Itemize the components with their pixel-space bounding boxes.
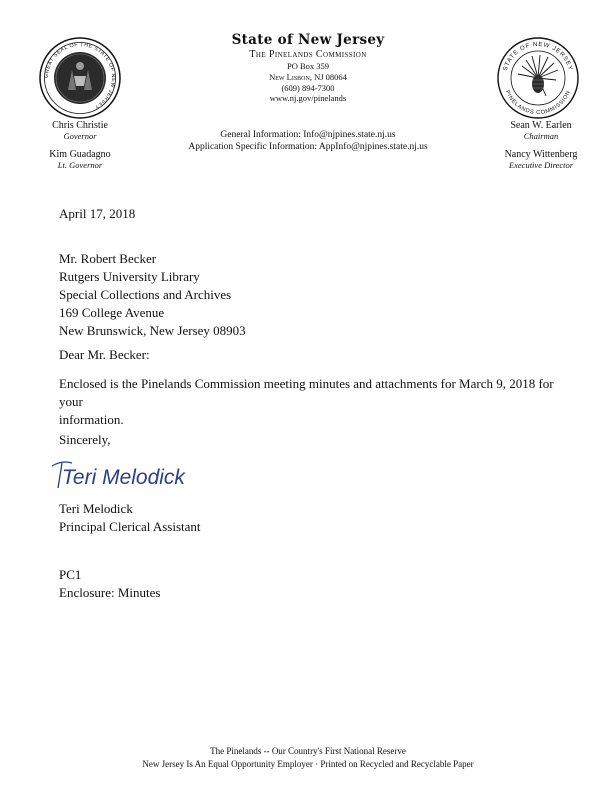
pinelands-commission-seal-icon bbox=[496, 36, 580, 120]
right-officials bbox=[478, 120, 604, 179]
executive-director-role: Executive Director bbox=[508, 159, 574, 170]
right-seal-top-text: STATE OF NEW JERSEY bbox=[502, 41, 574, 72]
chairman-name: Sean W. Earlen bbox=[510, 120, 572, 131]
lt-governor-role: Lt. Governor bbox=[57, 159, 103, 170]
enclosure-block bbox=[59, 566, 160, 602]
letter-body bbox=[59, 375, 579, 429]
left-officials bbox=[20, 120, 140, 179]
body-line: information. bbox=[59, 411, 124, 427]
cc-line: PC1 bbox=[59, 567, 82, 582]
left-seal-text: GREAT SEAL OF THE STATE OF NEW JERSEY bbox=[43, 41, 117, 111]
address-line: Rutgers University Library bbox=[59, 268, 200, 284]
application-info-email[interactable]: Application Specific Information: AppInfo@njpines.state.nj.us bbox=[188, 141, 428, 152]
po-box: PO Box 359 bbox=[286, 61, 330, 72]
phone-number: (609) 894-7300 bbox=[281, 82, 335, 93]
handwritten-signature bbox=[48, 454, 188, 498]
governor-role: Governor bbox=[63, 130, 97, 141]
letterhead bbox=[150, 32, 466, 104]
signer-block bbox=[59, 500, 201, 536]
address-line: Special Collections and Archives bbox=[59, 286, 232, 302]
body-line: Enclosed is the Pinelands Commission meeting minutes and attachments for March 9, 2018 for your bbox=[59, 376, 554, 409]
footer-motto: The Pinelands -- Our Country's First National Reserve bbox=[210, 746, 406, 756]
svg-text:PINELANDS COMMISSION bbox=[504, 90, 572, 117]
address-line: Mr. Robert Becker bbox=[59, 251, 157, 266]
letter-date: April 17, 2018 bbox=[59, 206, 136, 221]
signer-name: Teri Melodick bbox=[59, 501, 133, 516]
lt-governor-name: Kim Guadagno bbox=[49, 149, 111, 161]
salutation: Dear Mr. Becker: bbox=[59, 347, 150, 362]
website-link[interactable]: www.nj.gov/pinelands bbox=[269, 93, 347, 104]
commission-name: The Pinelands Commission bbox=[249, 48, 367, 60]
recipient-address bbox=[59, 250, 246, 340]
city-line: New Lisbon, NJ 08064 bbox=[269, 72, 347, 82]
closing: Sincerely, bbox=[59, 432, 111, 447]
enclosure-line: Enclosure: Minutes bbox=[59, 584, 161, 600]
footer-employer-note: New Jersey Is An Equal Opportunity Employer · Printed on Recycled and Recyclable Paper bbox=[142, 758, 474, 769]
address-line: New Brunswick, New Jersey 08903 bbox=[59, 322, 246, 338]
signature-text: Teri Melodick bbox=[62, 466, 185, 489]
signer-title: Principal Clerical Assistant bbox=[59, 518, 201, 534]
contact-info bbox=[150, 130, 466, 154]
governor-name: Chris Christie bbox=[52, 120, 108, 131]
right-seal-bottom-text: PINELANDS COMMISSION bbox=[503, 89, 573, 117]
state-title: State of New Jersey bbox=[231, 32, 385, 48]
letter-footer bbox=[0, 745, 616, 770]
executive-director-name: Nancy Wittenberg bbox=[504, 149, 578, 161]
new-jersey-state-seal-icon bbox=[38, 36, 122, 120]
address-line: 169 College Avenue bbox=[59, 304, 165, 320]
chairman-role: Chairman bbox=[523, 130, 559, 141]
general-info-email[interactable]: General Information: Info@njpines.state.nj.us bbox=[220, 130, 396, 140]
